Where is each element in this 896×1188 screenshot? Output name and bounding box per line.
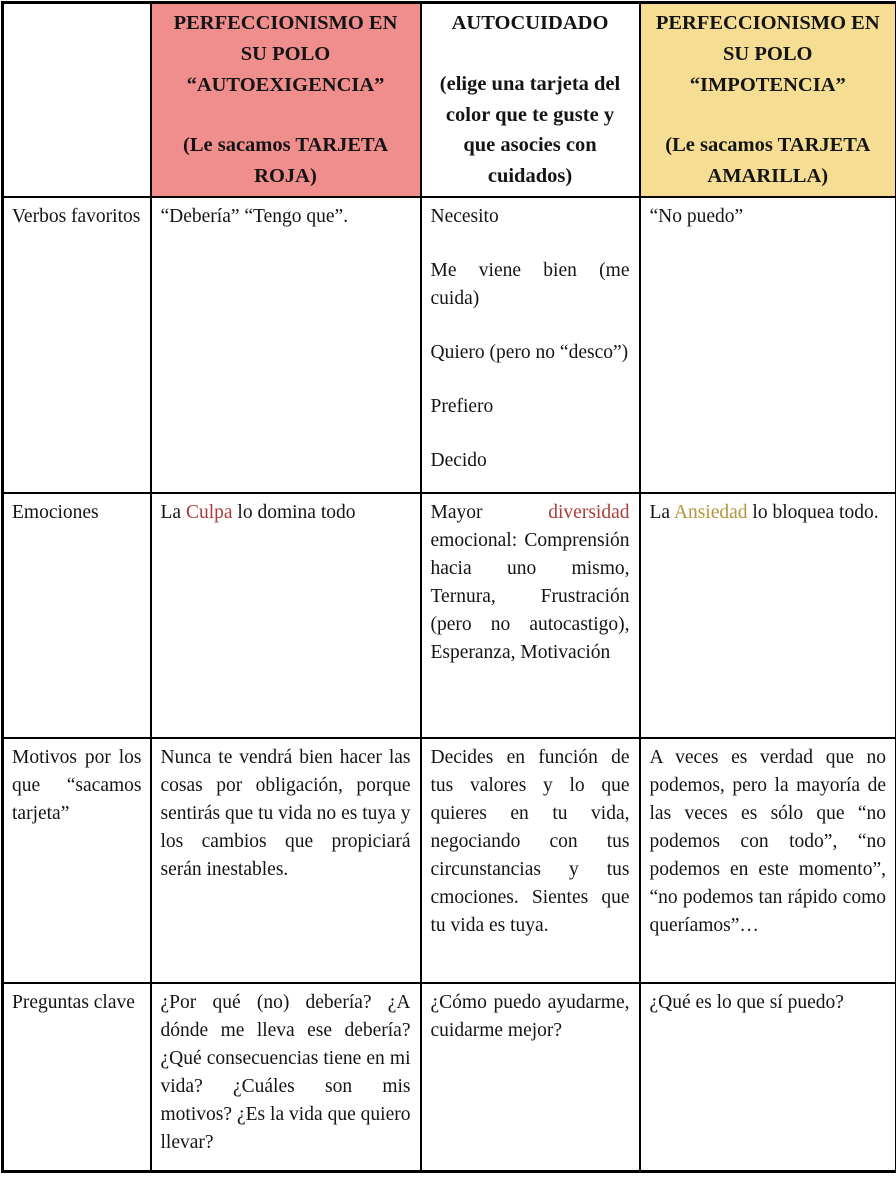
header-title-autocuidado: AUTOCUIDADO (451, 12, 609, 34)
cell-paragraph: Decido (430, 449, 487, 471)
cell-verbos-favoritos-autocuidado (421, 197, 640, 493)
cell-paragraph: La Culpa lo domina todo (160, 501, 356, 523)
cell-paragraph: “Debería” “Tengo que”. (160, 205, 349, 227)
accent-word: Ansiedad (673, 501, 748, 523)
cell-motivos-autoexigencia (151, 738, 421, 983)
row-label-text: Preguntas clave (12, 991, 135, 1013)
cell-paragraph: Decides en función de tus valores y lo que quieres en tu vida, negociando con tus circunstancias y tus cmociones. Sientes que tu vida es tuya. (430, 746, 630, 936)
row-label-preguntas-clave (3, 983, 151, 1172)
row-label-text: Motivos por los que “sacamos tarjeta” (12, 746, 142, 824)
header-subtitle-autoexigencia: (Le sacamos TARJETA ROJA) (183, 134, 388, 187)
row-label-verbos-favoritos (3, 197, 151, 493)
cell-paragraph: La Ansiedad lo bloquea todo. (649, 501, 879, 523)
accent-word: diversidad (548, 501, 630, 523)
table-row-motivos (3, 738, 896, 983)
table-row-preguntas-clave (3, 983, 896, 1172)
cell-motivos-impotencia (640, 738, 896, 983)
cell-motivos-autocuidado (421, 738, 640, 983)
cell-emociones-impotencia (640, 493, 896, 738)
header-cell-autoexigencia (151, 3, 421, 197)
row-label-emociones (3, 493, 151, 738)
perfectionism-vs-selfcare-table (1, 1, 896, 1173)
cell-paragraph: ¿Cómo puedo ayudarme, cuidarme mejor? (430, 991, 630, 1041)
cell-verbos-favoritos-impotencia (640, 197, 896, 493)
cell-emociones-autoexigencia (151, 493, 421, 738)
cell-emociones-autocuidado (421, 493, 640, 738)
cell-paragraph: ¿Por qué (no) debería? ¿A dónde me lleva ese debería? ¿Qué consecuencias tiene en mi vida? ¿Cuáles son mis motivos? ¿Es la vida que quiero llevar? (160, 991, 411, 1153)
header-subtitle-impotencia: (Le sacamos TARJETA AMARILLA) (665, 134, 871, 187)
header-subtitle-autocuidado: (elige una tarjeta del color que te guste y que asocies con cuidados) (439, 72, 621, 187)
cell-paragraph: Nunca te vendrá bien hacer las cosas por obligación, porque sentirás que tu vida no es tuya y los cambios que propiciará serán inestables. (160, 746, 411, 880)
row-label-text: Verbos favoritos (12, 205, 141, 227)
cell-verbos-favoritos-autoexigencia (151, 197, 421, 493)
header-row (3, 3, 896, 197)
cell-paragraph: Necesito (430, 205, 499, 227)
cell-paragraph: A veces es verdad que no podemos, pero la mayoría de las veces es sólo que “no podemos con todo”, “no podemos en este momento”, “no podemos tan rápido como queríamos”… (649, 746, 886, 936)
row-label-motivos (3, 738, 151, 983)
header-cell-autocuidado (421, 3, 640, 197)
row-label-text: Emociones (12, 501, 99, 523)
cell-preguntas-clave-autoexigencia (151, 983, 421, 1172)
header-title-impotencia: PERFECCIONISMO EN SU POLO “IMPOTENCIA” (655, 12, 880, 96)
cell-paragraph: Me viene bien (me cuida) (430, 259, 630, 309)
header-cell-impotencia (640, 3, 896, 197)
table-body (3, 197, 896, 1172)
cell-preguntas-clave-impotencia (640, 983, 896, 1172)
accent-word: Culpa (185, 501, 233, 523)
cell-preguntas-clave-autocuidado (421, 983, 640, 1172)
table-row-emociones (3, 493, 896, 738)
header-cell-empty (3, 3, 151, 197)
table-row-verbos-favoritos (3, 197, 896, 493)
cell-paragraph: Prefiero (430, 395, 494, 417)
cell-paragraph: ¿Qué es lo que sí puedo? (649, 991, 844, 1013)
header-title-autoexigencia: PERFECCIONISMO EN SU POLO “AUTOEXIGENCIA” (173, 12, 398, 96)
cell-paragraph: “No puedo” (649, 205, 744, 227)
cell-paragraph: Quiero (pero no “desco”) (430, 341, 629, 363)
cell-paragraph: Mayor diversidad emocional: Comprensión hacia uno mismo, Ternura, Frustración (pero no autocastigo), Esperanza, Motivación (430, 501, 630, 663)
